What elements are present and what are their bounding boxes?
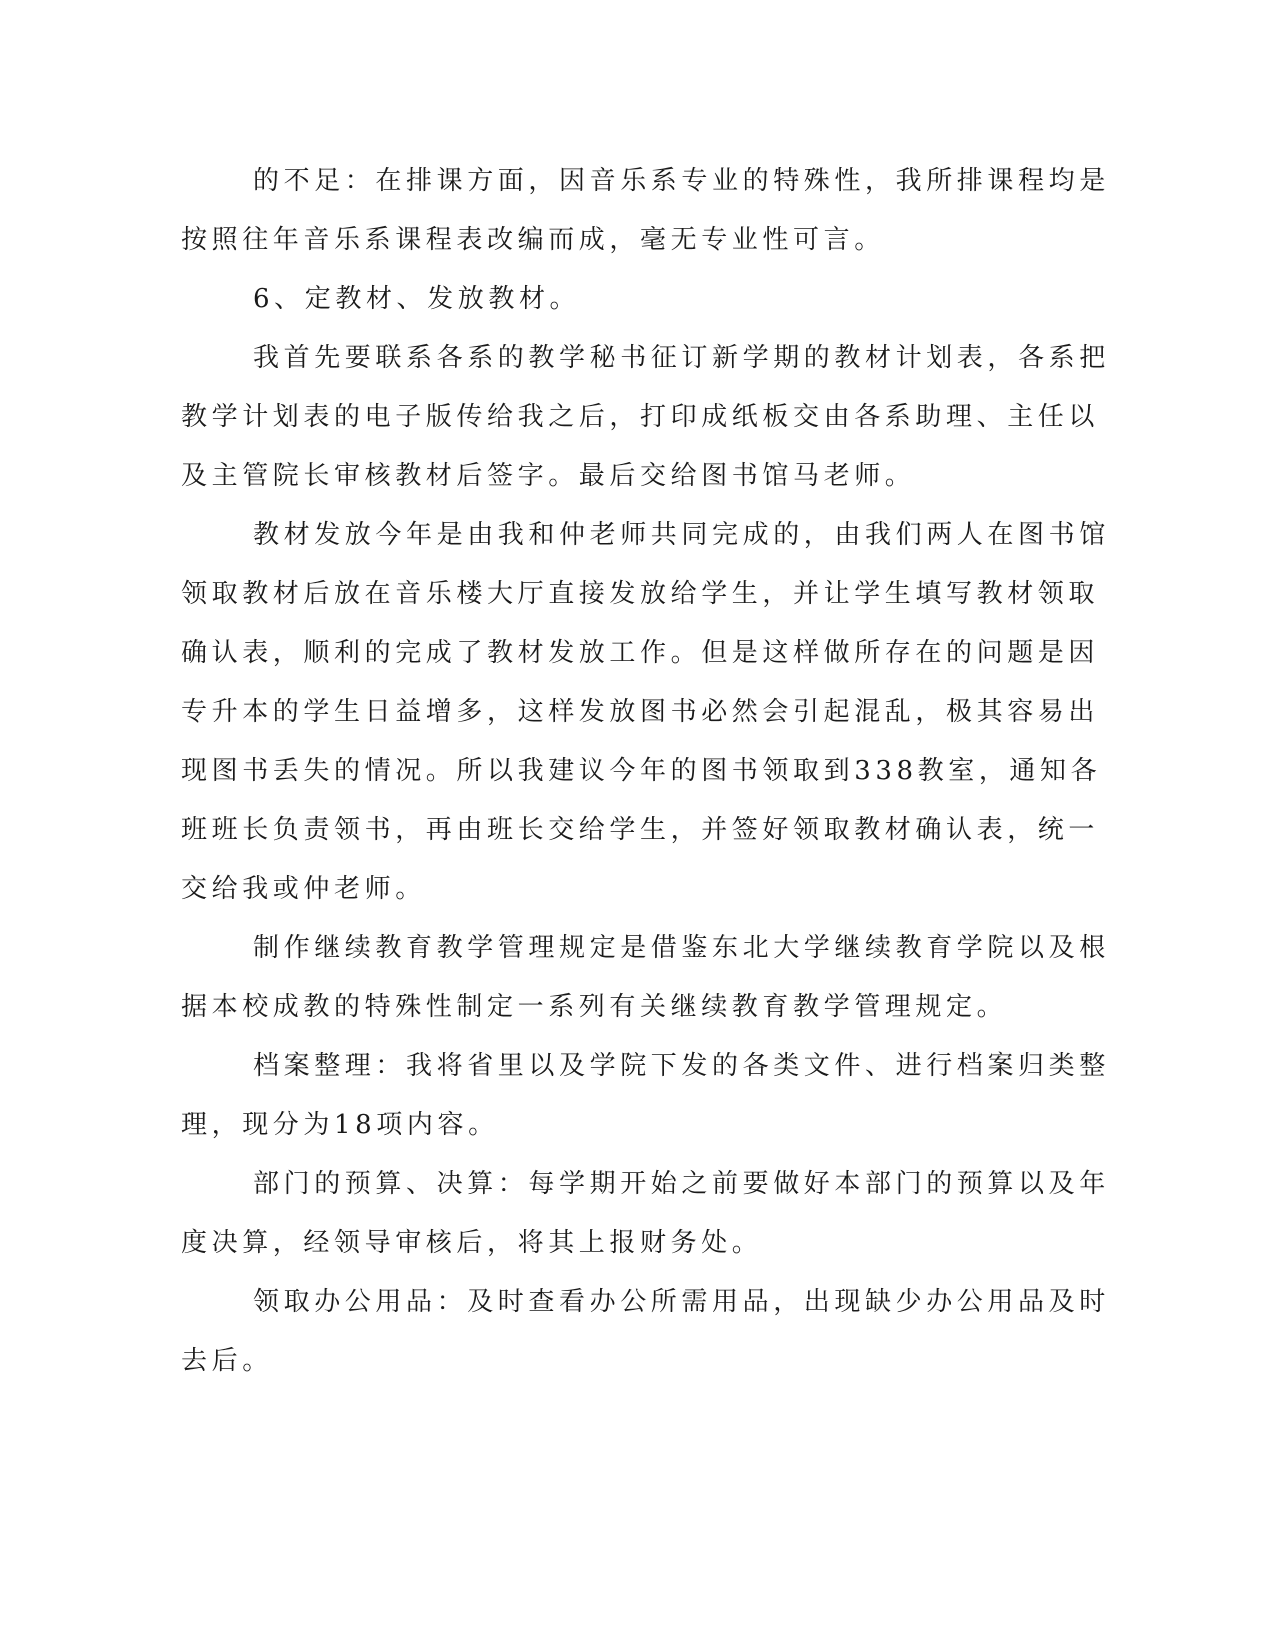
text-line: 档案整理：我将省里以及学院下发的各类文件、进行档案归类整 <box>253 1051 1110 1081</box>
text-line: 制作继续教育教学管理规定是借鉴东北大学继续教育学院以及根 <box>253 933 1110 963</box>
text-line: 据本校成教的特殊性制定一系列有关继续教育教学管理规定。 <box>181 992 1008 1022</box>
text-line: 领取教材后放在音乐楼大厅直接发放给学生，并让学生填写教材领取 <box>181 579 1100 609</box>
text-line: 的不足：在排课方面，因音乐系专业的特殊性，我所排课程均是 <box>253 166 1110 196</box>
text-line: 专升本的学生日益增多，这样发放图书必然会引起混乱，极其容易出 <box>181 697 1100 727</box>
text-line: 确认表，顺利的完成了教材发放工作。但是这样做所存在的问题是因 <box>181 638 1100 668</box>
text-line: 按照往年音乐系课程表改编而成，毫无专业性可言。 <box>181 225 885 255</box>
text-line: 及主管院长审核教材后签字。最后交给图书馆马老师。 <box>181 461 916 491</box>
text-line: 去后。 <box>181 1346 273 1376</box>
text-line: 交给我或仲老师。 <box>181 874 426 904</box>
text-line: 我首先要联系各系的教学秘书征订新学期的教材计划表，各系把 <box>253 343 1110 373</box>
section-heading: 6、定教材、发放教材。 <box>253 284 581 314</box>
text-line: 教材发放今年是由我和仲老师共同完成的，由我们两人在图书馆 <box>253 520 1110 550</box>
text-line: 现图书丢失的情况。所以我建议今年的图书领取到338教室，通知各 <box>181 756 1102 786</box>
text-line: 理，现分为18项内容。 <box>181 1110 499 1140</box>
text-line: 教学计划表的电子版传给我之后，打印成纸板交由各系助理、主任以 <box>181 402 1100 432</box>
text-line: 领取办公用品：及时查看办公所需用品，出现缺少办公用品及时 <box>253 1287 1110 1317</box>
text-line: 部门的预算、决算：每学期开始之前要做好本部门的预算以及年 <box>253 1169 1110 1199</box>
text-line: 度决算，经领导审核后，将其上报财务处。 <box>181 1228 763 1258</box>
text-line: 班班长负责领书，再由班长交给学生，并签好领取教材确认表，统一 <box>181 815 1100 845</box>
